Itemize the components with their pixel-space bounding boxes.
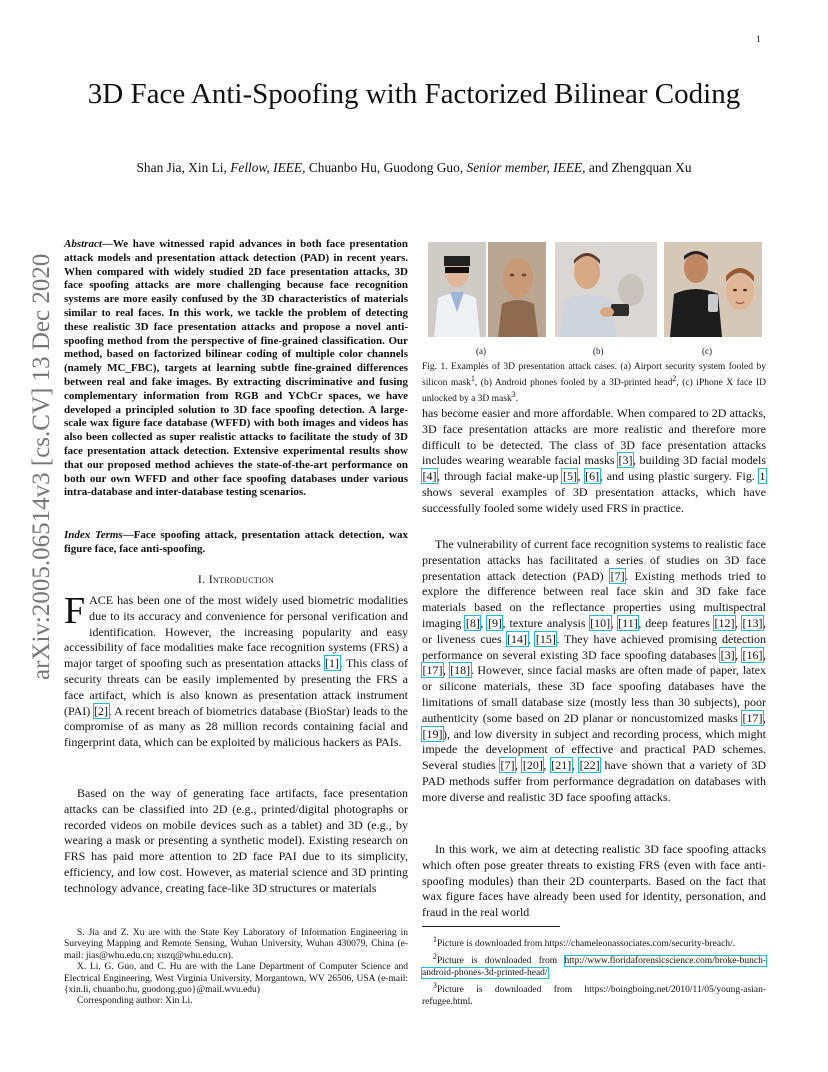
citation-link[interactable]: [5] xyxy=(562,469,577,484)
body-paragraph xyxy=(422,406,766,517)
body-text: , xyxy=(515,758,523,773)
drop-cap-rest: ACE xyxy=(89,593,114,607)
body-text: , and using plastic surgery. Fig. xyxy=(599,469,759,484)
abstract xyxy=(64,238,408,500)
authors-part-3: and Zhengquan Xu xyxy=(585,160,692,175)
affiliation-note: Corresponding author: Xin Li. xyxy=(77,996,193,1007)
paper-title: 3D Face Anti-Spoofing with Factorized Bilinear Coding xyxy=(87,78,741,110)
citation-link[interactable]: [20] xyxy=(522,758,543,773)
citation-link[interactable]: [14] xyxy=(507,631,528,646)
citation-link[interactable]: [21] xyxy=(551,758,572,773)
photo-3d-printed-head xyxy=(555,242,657,337)
body-text: The vulnerability of current face recognition systems to realistic face presentation attacks has facilitated a series of studies on 3D face presentation attack detection (PAD) xyxy=(422,537,766,583)
citation-link[interactable]: [3] xyxy=(720,647,735,662)
citation-link[interactable]: [19] xyxy=(422,726,443,741)
body-text: , xyxy=(577,469,585,484)
section-heading xyxy=(64,572,408,588)
affiliation-note: X. Li, G. Guo, and C. Hu are with the Lane Department of Computer Science and Electrical Engineering, West Virginia University, Morgantown, WV 26506, USA (e-mail: {xin.li, chuanbo.hu, guodong.guo}@mail.wvu.edu) xyxy=(64,962,408,996)
citation-link[interactable]: [10] xyxy=(590,615,611,630)
body-text: , xyxy=(527,631,536,646)
subfigure-label-a: (a) xyxy=(476,346,486,356)
body-text: have shown that a variety of 3D PAD methods suffer from performance degradation on databases with more diverse and realistic 3D face spoofing attacks. xyxy=(422,758,767,804)
body-text: , or liveness cues xyxy=(422,615,767,646)
author-list xyxy=(78,160,750,176)
body-text: , xyxy=(763,647,767,662)
intro-text-3: . A recent breach of biometrics database (BioStar) leads to the compromise of as many as 28 million records containing facial and fingerprint data, which can be exploited by malicious hackers as PAIs. xyxy=(64,703,408,750)
body-text: , xyxy=(480,615,488,630)
citation-link[interactable]: [7] xyxy=(610,568,625,583)
caption-text: . xyxy=(515,394,519,405)
subfigure-label-b: (b) xyxy=(593,346,604,356)
citation-link[interactable]: [2] xyxy=(94,703,108,718)
citation-link[interactable]: [3] xyxy=(618,453,633,468)
body-text: , xyxy=(763,710,766,725)
footnote-mark: 1 xyxy=(433,935,437,944)
figure-1 xyxy=(424,242,764,356)
footnote-url-link[interactable]: http://www.floridaforensicscience.com/broke-bunch-android-phones-3d-printed-head/ xyxy=(422,955,766,979)
body-text: , xyxy=(610,615,618,630)
body-text: . Existing methods tried to explore the difference between real face skin and 3D fake face materials based on the reflectance properties using multispectral imaging xyxy=(422,568,766,630)
footnote-mark[interactable]: 1 xyxy=(470,374,475,383)
abstract-text: —We have witnessed rapid advances in both face presentation attack models and presentation attack detection (PAD) in recent years. When compared with widely studied 2D face presentation attacks, 3D face spoofing attacks are more challenging because face recognition systems are more easily confused by the 3D characteristics of materials similar to real faces. In this work, we tackle the problem of detecting these realistic 3D face presentation attacks and propose a novel anti-spoofing method from the perspective of fine-grained classification. Our method, based on factorized bilinear coding of multiple color channels (namely MC_FBC), targets at learning subtle fine-grained differences between real and fake images. By extracting discriminative and fusing complementary information from RGB and YCbCr spaces, we have developed a principled solution to 3D face spoofing detection. A large-scale wax figure face database (WFFD) with both images and videos has also been collected as super realistic attacks to facilitate the study of 3D face presentation attack detection. Extensive experimental results show that our proposed method achieves the state-of-the-art performance on both our own WFFD and other face spoofing databases under various intra-database and inter-database testing scenarios. xyxy=(64,238,408,499)
body-text: has become easier and more affordable. When compared to 2D attacks, 3D face presentation attacks are more realistic and therefore more difficult to be detected. The class of 3D face presentation attacks includes wearing wearable facial masks xyxy=(422,406,766,468)
citation-link[interactable]: [17] xyxy=(742,710,763,725)
index-terms-text: —Face spoofing attack, presentation attack detection, wax figure face, face anti-spoofing. xyxy=(64,529,408,555)
subfigure-label-c: (c) xyxy=(702,346,712,356)
caption-text: , (b) Android phones fooled by a 3D-printed head xyxy=(474,378,673,389)
body-text: . They have achieved promising detection performance on several existing 3D face spoofing databases xyxy=(422,631,767,662)
intro-paragraph-2: Based on the way of generating face artifacts, face presentation attacks can be classified into 2D (e.g., printed/digital photographs or recorded videos on mobile devices such as a tablet) and 3D (e.g., by wearing a mask or presenting a synthetic model). Existing research on FRS has paid more attention to 2D face PAI due to its simplicity, efficiency, and low cost. However, as material science and 3D printing technology advance, creating face-like 3D structures or materials xyxy=(64,786,408,895)
footnote-text: . xyxy=(547,968,550,979)
section-title: Introduction xyxy=(208,572,275,586)
body-text: , building 3D facial models xyxy=(633,453,766,468)
photo-silicone-mask xyxy=(488,242,546,337)
footnote-text: Picture is downloaded from xyxy=(436,955,565,966)
citation-link[interactable]: [11] xyxy=(618,615,638,630)
photo-masked-man xyxy=(428,242,486,337)
footnote-text: Picture is downloaded from https://boingboing.net/2010/11/05/young-asian-refugee.html. xyxy=(422,984,766,1008)
figure-caption xyxy=(422,361,766,405)
citation-link[interactable]: [17] xyxy=(422,663,443,678)
citation-link[interactable]: [9] xyxy=(487,615,502,630)
authors-part-2: Chuanbo Hu, Guodong Guo, xyxy=(305,160,467,175)
footnote-mark: 3 xyxy=(433,980,437,990)
body-text: ), and low diversity in subject and recording process, which might impede the development of effective and practical PAD schemes. Several studies xyxy=(422,726,766,773)
affiliation-note: S. Jia and Z. Xu are with the State Key Laboratory of Information Engineering in Surveying Mapping and Remote Sensing, Wuhan University, Wuhan 430079, China (e-mail: jias@whu.edu.cn; xuzq@whu.edu.cn). xyxy=(64,928,408,961)
intro-text-1: has been one of the most widely used biometric modalities due to its accuracy and convenience for personal verification and identification. However, the increasing popularity and easy accessibility of face modalities make face recognition systems (FRS) a major target of spoofing such as presentation attacks xyxy=(64,593,408,671)
citation-link[interactable]: [22] xyxy=(579,758,600,773)
body-text: , through facial make-up xyxy=(437,469,563,484)
footnote-mark: 2 xyxy=(433,951,437,961)
citation-link[interactable]: [4] xyxy=(422,469,437,484)
body-text: , xyxy=(734,615,743,630)
body-text: , texture analysis xyxy=(502,615,590,630)
affiliation-notes xyxy=(64,928,408,1008)
footnote-2 xyxy=(422,951,766,980)
footnote-text: Picture is downloaded from https://chameleonassociates.com/security-breach/. xyxy=(436,939,736,950)
body-paragraph: In this work, we aim at detecting realistic 3D face spoofing attacks which often pose greater threats to existing FRS (even with face anti-spoofing modules) than their 2D counterparts. Based on the fact that wax figure faces have already been used for identity, personation, and fraud in the real world xyxy=(422,842,766,920)
intro-paragraph-1 xyxy=(64,590,408,751)
body-text: . However, since facial masks are often made of paper, latex or silicone materials, these 3D face spoofing databases have the limitations of small database size (mostly less than 30 subjects), poor authenticity (some based on 2D planar or noncustomized masks xyxy=(422,663,767,725)
citation-link[interactable]: [8] xyxy=(465,615,480,630)
body-text: , xyxy=(571,758,580,773)
caption-text: Fig. 1. Examples of 3D presentation attack cases. (a) Airport security system fooled by silicon mask xyxy=(422,362,766,389)
authors-fellow: Fellow, IEEE, xyxy=(230,160,306,175)
citation-link[interactable]: [6] xyxy=(585,469,600,484)
section-number: I. xyxy=(197,572,209,586)
citation-link[interactable]: [1] xyxy=(325,656,339,671)
body-text: , xyxy=(543,758,551,773)
citation-link[interactable]: [16] xyxy=(742,647,763,662)
authors-senior: Senior member, IEEE, xyxy=(466,160,586,175)
body-text: , deep features xyxy=(638,615,714,630)
footnotes xyxy=(422,934,766,1009)
page-number: 1 xyxy=(756,34,761,44)
index-terms-lead: Index Terms xyxy=(64,529,123,541)
body-text: , xyxy=(735,647,743,662)
citation-link[interactable]: [7] xyxy=(500,758,515,773)
citation-link[interactable]: [18] xyxy=(450,663,471,678)
body-paragraph xyxy=(422,537,766,806)
abstract-lead: Abstract xyxy=(64,238,102,250)
intro-text-2: . This class of security threats can be easily implemented by presenting the FRS a face artifact, which is also known as presentation attack instrument (PAI) xyxy=(64,656,408,718)
drop-cap: F xyxy=(64,590,86,632)
photo-3d-mask-iphone xyxy=(664,242,762,337)
footnote-divider xyxy=(422,926,560,927)
citation-link[interactable]: [13] xyxy=(742,615,763,630)
body-text: shows several examples of 3D presentation attacks, which have successfully fooled some widely used FRS in practice. xyxy=(422,484,766,515)
footnote-mark[interactable]: 2 xyxy=(672,374,677,383)
footnote-1 xyxy=(422,934,766,951)
footnote-3 xyxy=(422,980,766,1009)
authors-part-1: Shan Jia, Xin Li, xyxy=(136,160,231,175)
arxiv-identifier: arXiv:2005.06514v3 [cs.CV] 13 Dec 2020 xyxy=(28,253,55,680)
figure-link[interactable]: 1 xyxy=(759,469,766,484)
caption-text: , (c) iPhone X face ID unlocked by a 3D mask xyxy=(422,378,767,405)
index-terms xyxy=(64,529,408,557)
citation-link[interactable]: [12] xyxy=(714,615,735,630)
body-text: , xyxy=(443,663,450,678)
citation-link[interactable]: [15] xyxy=(535,631,556,646)
footnote-mark[interactable]: 3 xyxy=(511,390,516,400)
